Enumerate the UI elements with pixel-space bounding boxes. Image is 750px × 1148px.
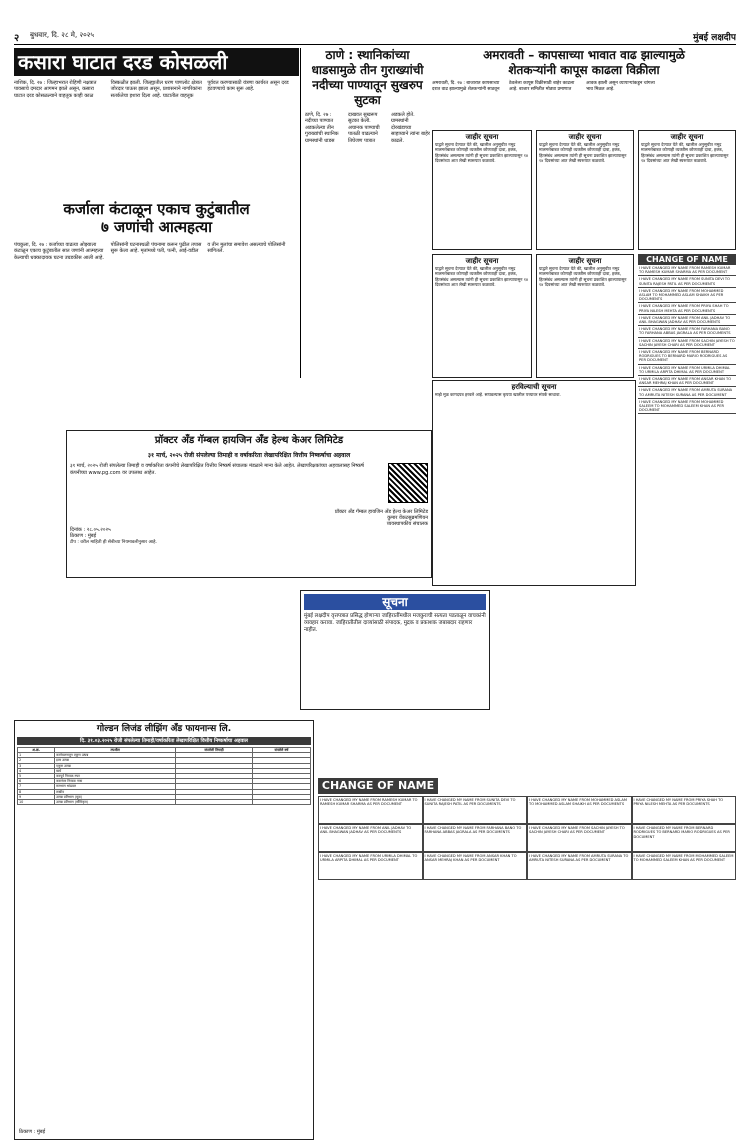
- public-notice-title-2: जाहीर सूचना: [568, 133, 602, 141]
- con-main-entry: I HAVE CHANGED MY NAME FROM BERNARD RODRIGUES TO BERNARD MARIO RODRIGUES AS PER DOCUMENT: [632, 824, 737, 852]
- golden-row-sr: 5: [18, 774, 55, 779]
- story-amravati-body: अमरावती, दि. २७ : बाजारात कापसाच्या दरात वाढ झाल्यामुळे शेतकऱ्यांनी साठवून ठेवलेला कापूस विक्रीसाठी बाहेर काढला आहे. बाजार समितीत मोठ्या प्रमाणात आवक झाली असून व्यापाऱ्यांकडून चांगला भाव मिळत आहे.: [432, 81, 655, 92]
- story-thane-headline: ठाणे : स्थानिकांच्या धाडसामुळे तीन गुराख्यांची नदीच्या पाण्यातून सुखरुप सुटका: [311, 48, 424, 107]
- con-right-column: [638, 254, 736, 774]
- golden-row-label: करानंतर निव्वळ नफा: [55, 779, 176, 784]
- golden-head-q: संपलेली तिमाही: [176, 748, 253, 753]
- con-main-entry: I HAVE CHANGED MY NAME FROM FARHANA BANO TO FARHANA ABBAS JAGRALA AS PER DOCUMENTS: [423, 824, 528, 852]
- golden-row-label: इतर उत्पन्न: [55, 758, 176, 763]
- golden-subtitle: दि. ३१.०३.२०२५ रोजी संपलेल्या तिमाही/वर्षाकरिता लेखापरिक्षित वित्तीय निष्कर्षाचा अहवाल: [17, 737, 311, 745]
- golden-row-sr: 7: [18, 784, 55, 789]
- pg-sign-title: व्यवस्थापकीय संचालक: [386, 521, 428, 527]
- con-right-entry: I HAVE CHANGED MY NAME FROM RAMESH KUMAR TO RAMESH KUMAR SHARMA AS PER DOCUMENT: [638, 265, 736, 276]
- pg-company: प्रॉक्टर अँड गॅम्बल हायजिन अँड हेल्थ केअर लिमिटेड: [154, 435, 344, 446]
- masthead: [14, 30, 736, 45]
- golden-row-label: उत्पन्न प्रतिभाग (मूळ): [55, 794, 176, 799]
- con-main-entry: I HAVE CHANGED MY NAME FROM SUNITA DEVI TO SUNITA RAJESH PATIL AS PER DOCUMENTS: [423, 796, 528, 824]
- con-right-entry: I HAVE CHANGED MY NAME FROM AMRUTA SURANA TO AMRUTA NITESH SURANA AS PER DOCUMENT: [638, 387, 736, 398]
- story-amravati-headline-1: अमरावती – कापसाच्या भावात वाढ झाल्यामुळे: [483, 48, 685, 62]
- notice-box: [300, 590, 490, 710]
- public-notice-box-3: [638, 130, 736, 250]
- con-main-entry: I HAVE CHANGED MY NAME FROM URMILA DHIMAL TO URMILA ARPITA DHIMAL AS PER DOCUMENT: [318, 852, 423, 880]
- lost-notice-box: [432, 380, 636, 586]
- golden-table: [17, 747, 311, 805]
- con-right-entry: I HAVE CHANGED MY NAME FROM ANIL JADHAV TO ANIL BHAGWAN JADHAV AS PER DOCUMENTS: [638, 315, 736, 326]
- con-right-entry: I HAVE CHANGED MY NAME FROM BERNARD RODRIGUES TO BERNARD MARIO RODRIGUES AS PER DOCUMENT: [638, 349, 736, 365]
- con-main-entry: I HAVE CHANGED MY NAME FROM ANSAR KHAN TO ANSAR MEHRAJ KHAN AS PER DOCUMENT: [423, 852, 528, 880]
- golden-row-sr: 3: [18, 763, 55, 768]
- qr-code-icon: [388, 463, 428, 503]
- golden-row: [18, 800, 311, 805]
- golden-head-sr: अ.क्र.: [18, 748, 55, 753]
- lost-notice-title: हरविल्याची सूचना: [511, 383, 557, 391]
- public-notice-box-2: [536, 130, 634, 250]
- pg-note: टीप : वरील माहिती ही सेबीच्या नियमावलीनुसार आहे.: [70, 540, 157, 545]
- pg-date: दिनांक : २८.०५.२०२५: [70, 527, 111, 533]
- paper-name: मुंबई लक्षदीप: [693, 33, 736, 43]
- golden-ad: [14, 720, 314, 1140]
- golden-row-label: राखीव: [55, 789, 176, 794]
- notice-body: मुंबई लक्षदीप वृत्तपत्रात प्रसिद्ध होणाऱ्या जाहिरातींमधील मजकुराची सत्यता पडताळून वाचकांनी व्यवहार करावा. जाहिरातीतील दाव्यांसाठी संपादक, मुद्रक व प्रकाशक जबाबदार राहणार नाहीत.: [304, 613, 486, 633]
- public-notice-title-5: जाहीर सूचना: [568, 257, 602, 265]
- story-karj-headline-2: ७ जणांची आत्महत्या: [101, 218, 212, 236]
- story-kasara-headline: कसारा घाटात दरड कोसळली: [14, 48, 299, 76]
- public-notice-body-3: याद्वारे सूचना देण्यात येते की, खालील अनुसूचीत नमूद मालमत्तेबाबत कोणाही व्यक्तीस कोणताही दावा, हक्क, हितसंबंध असल्यास त्यांनी ही सूचना प्रकाशित झाल्यापासून १४ दिवसांच्या आत लेखी स्वरूपात कळवावे.: [641, 142, 729, 164]
- public-notice-body-2: याद्वारे सूचना देण्यात येते की, खालील अनुसूचीत नमूद मालमत्तेबाबत कोणाही व्यक्तीस कोणताही दावा, हक्क, हितसंबंध असल्यास त्यांनी ही सूचना प्रकाशित झाल्यापासून १४ दिवसांच्या आत लेखी स्वरूपात कळवावे.: [539, 142, 627, 164]
- con-main-entry: I HAVE CHANGED MY NAME FROM MOHAMMED SALEEM TO MOHAMMED SALEEM KHAN AS PER DOCUMENT: [632, 852, 737, 880]
- con-right-title: CHANGE OF NAME: [638, 254, 736, 265]
- con-right-entry: I HAVE CHANGED MY NAME FROM PRIYA SHAH TO PRIYA NILESH MEHTA AS PER DOCUMENTS: [638, 303, 736, 314]
- con-right-entry: I HAVE CHANGED MY NAME FROM MOHAMMED SALEEM TO MOHAMMED SALEEM KHAN AS PER DOCUMENT: [638, 399, 736, 415]
- con-right-entry: I HAVE CHANGED MY NAME FROM MOHAMMED ASLAM TO MOHAMMED ASLAM SHAIKH AS PER DOCUMENTS: [638, 288, 736, 304]
- public-notice-title: जाहीर सूचना: [465, 133, 499, 141]
- golden-row-sr: 8: [18, 789, 55, 794]
- story-thane: [300, 48, 430, 378]
- con-main-entry: I HAVE CHANGED MY NAME FROM SACHIN JAYESH TO SACHIN JAYESH CHARI AS PER DOCUMENT: [527, 824, 632, 852]
- pg-body: ३१ मार्च, २०२५ रोजी संपलेल्या तिमाही व वर्षाकरिता कंपनीचे लेखापरिक्षित वित्तीय निष्कर्ष संचालक मंडळाने मान्य केले आहेत. लेखापरिक्षकांच्या अहवालासह निष्कर्ष कंपनीच्या www.pg.com वर उपलब्ध आहेत.: [70, 463, 364, 476]
- golden-row-label: एकूण उत्पन्न: [55, 763, 176, 768]
- con-right-entry: I HAVE CHANGED MY NAME FROM URMILA DHIMAL TO URMILA ARPITA DHIMAL AS PER DOCUMENT: [638, 365, 736, 376]
- golden-row-label: करपूर्व निव्वळ नफा: [55, 774, 176, 779]
- story-kasara-body: नाशिक, दि. २७ : जिल्हाभरात रोहिणी नक्षत्रात पावसाचे दमदार आगमन झाले असून, कसारा घाटात दरड कोसळल्याने वाहतूक काही काळ विस्कळीत झाली. जिल्ह्यातील धरण पाणलोट क्षेत्रात जोरदार पाऊस झाला असून, प्रशासनाने नागरिकांना सतर्कतेचा इशारा दिला आहे. घाटातील वाहतूक पूर्ववत करण्यासाठी यंत्रणा कार्यरत असून दरड हटवण्याचे काम सुरू आहे.: [14, 80, 289, 99]
- golden-head-y: संपलेले वर्ष: [252, 748, 310, 753]
- story-karj-body: पंचकुला, दि. २७ : कर्जाच्या वाढत्या ओझ्याला कंटाळून एकाच कुटुंबातील सात जणांनी आत्महत्या केल्याची धक्कादायक घटना उघडकीस आली आहे. पोलिसांनी घटनास्थळी पंचनामा करून पुढील तपास सुरू केला आहे. मृतांमध्ये पती, पत्नी, आई-वडील व तीन मुलांचा समावेश असल्याचे पोलिसांनी सांगितले.: [14, 242, 286, 261]
- public-notice-title-3: जाहीर सूचना: [670, 133, 704, 141]
- con-main-entry: I HAVE CHANGED MY NAME FROM ANIL JADHAV TO ANIL BHAGWAN JADHAV AS PER DOCUMENTS: [318, 824, 423, 852]
- notice-title: सूचना: [304, 594, 486, 610]
- con-right-entry: I HAVE CHANGED MY NAME FROM FARHANA BANO TO FARHANA ABBAS JAGRALA AS PER DOCUMENTS: [638, 326, 736, 337]
- con-main: [318, 778, 736, 1140]
- story-karj: [14, 200, 299, 350]
- pg-sign-company: प्रॉक्टर अँड गॅम्बल हायजिन अँड हेल्थ केअर लिमिटेड: [334, 509, 428, 515]
- public-notice-title-4: जाहीर सूचना: [465, 257, 499, 265]
- public-notice-box-5: [536, 254, 634, 378]
- story-kasara: [14, 48, 299, 198]
- public-notice-body: याद्वारे सूचना देण्यात येते की, खालील अनुसूचीत नमूद मालमत्तेबाबत कोणाही व्यक्तीस कोणताही दावा, हक्क, हितसंबंध असल्यास त्यांनी ही सूचना प्रकाशित झाल्यापासून १४ दिवसांच्या आत लेखी स्वरूपात कळवावे.: [435, 142, 529, 164]
- page-number: २: [14, 33, 20, 44]
- pg-content: [70, 463, 428, 503]
- story-amravati: [432, 48, 736, 128]
- golden-row-q: [176, 800, 253, 805]
- golden-company: गोल्डन लिजंड लीझिंग अँड फायनान्स लि.: [96, 724, 232, 734]
- golden-row-label: उत्पन्न प्रतिभाग (सौमिकृत): [55, 800, 176, 805]
- con-right-entry: I HAVE CHANGED MY NAME FROM ANSAR KHAN TO ANSAR MEHRAJ KHAN AS PER DOCUMENT: [638, 376, 736, 387]
- golden-row-label: कार्यचलनातून एकूण उत्पन्न: [55, 753, 176, 758]
- public-notice-box-4: [432, 254, 532, 378]
- golden-row-sr: 6: [18, 779, 55, 784]
- con-main-entry: I HAVE CHANGED MY NAME FROM PRIYA SHAH TO PRIYA NILESH MEHTA AS PER DOCUMENTS: [632, 796, 737, 824]
- pg-sign-name: कुमार वेंकटसुब्रमणियन: [387, 515, 428, 521]
- public-notice-body-5: याद्वारे सूचना देण्यात येते की, खालील अनुसूचीत नमूद मालमत्तेबाबत कोणाही व्यक्तीस कोणताही दावा, हक्क, हितसंबंध असल्यास त्यांनी ही सूचना प्रकाशित झाल्यापासून १४ दिवसांच्या आत लेखी स्वरूपात कळवावे.: [539, 266, 627, 288]
- con-right-entry: I HAVE CHANGED MY NAME FROM SUNITA DEVI TO SUNITA RAJESH PATIL AS PER DOCUMENTS: [638, 276, 736, 287]
- public-notice-box: [432, 130, 532, 250]
- story-thane-body: ठाणे, दि. २७ : नदीच्या पाण्यात अडकलेल्या तीन गुराख्यांची स्थानिक ग्रामस्थांनी धाडस दाखवत सुखरूप सुटका केली. अचानक पाण्याची पातळी वाढल्याने तिघेजण पात्रात अडकले होते. ग्रामस्थांनी दोरखंडाच्या साहाय्याने त्यांना बाहेर काढले.: [305, 112, 430, 144]
- golden-row-sr: 1: [18, 753, 55, 758]
- public-notice-body-4: याद्वारे सूचना देण्यात येते की, खालील अनुसूचीत नमूद मालमत्तेबाबत कोणाही व्यक्तीस कोणताही दावा, हक्क, हितसंबंध असल्यास त्यांनी ही सूचना प्रकाशित झाल्यापासून १४ दिवसांच्या आत लेखी स्वरूपात कळवावे.: [435, 266, 529, 288]
- pg-ad: [66, 430, 432, 578]
- golden-row-sr: 9: [18, 794, 55, 799]
- con-right-list: [638, 265, 736, 414]
- golden-row-sr: 4: [18, 768, 55, 773]
- golden-row-sr: 10: [18, 800, 55, 805]
- con-main-title: CHANGE OF NAME: [318, 778, 438, 794]
- golden-row-label: खर्च: [55, 768, 176, 773]
- golden-footer: ठिकाण : मुंबई: [19, 1129, 46, 1135]
- golden-head-particulars: तपशील: [55, 748, 176, 753]
- con-main-grid: [318, 796, 736, 1136]
- con-main-entry: I HAVE CHANGED MY NAME FROM MOHAMMED ASLAM TO MOHAMMED ASLAM SHAIKH AS PER DOCUMENTS: [527, 796, 632, 824]
- golden-row-y: [252, 800, 310, 805]
- con-right-entry: I HAVE CHANGED MY NAME FROM SACHIN JAYESH TO SACHIN JAYESH CHARI AS PER DOCUMENT: [638, 338, 736, 349]
- golden-row-label: समभाग भांडवल: [55, 784, 176, 789]
- story-amravati-headline-2: शेतकऱ्यांनी कापूस काढला विक्रीला: [508, 63, 660, 77]
- lost-notice-body: माझे मूळ कागदपत्र हरवले आहे. सापडल्यास कृपया खालील पत्त्यावर संपर्क साधावा.: [435, 392, 561, 397]
- golden-row-sr: 2: [18, 758, 55, 763]
- pg-place: ठिकाण : मुंबई: [70, 533, 97, 539]
- masthead-date: बुधवार, दि. २८ मे, २०२५: [30, 31, 95, 39]
- pg-subtitle: ३१ मार्च, २०२५ रोजी संपलेल्या तिमाही व वर्षाकरिता लेखापरिक्षित वित्तीय निष्कर्षाचा अहवाल: [147, 452, 351, 459]
- story-karj-headline-1: कर्जाला कंटाळून एकाच कुटुंबातील: [63, 200, 250, 218]
- con-main-entry: I HAVE CHANGED MY NAME FROM AMRUTA SURANA TO AMRUTA NITESH SURANA AS PER DOCUMENT: [527, 852, 632, 880]
- con-main-entry: I HAVE CHANGED MY NAME FROM RAMESH KUMAR TO RAMESH KUMAR SHARMA AS PER DOCUMENT: [318, 796, 423, 824]
